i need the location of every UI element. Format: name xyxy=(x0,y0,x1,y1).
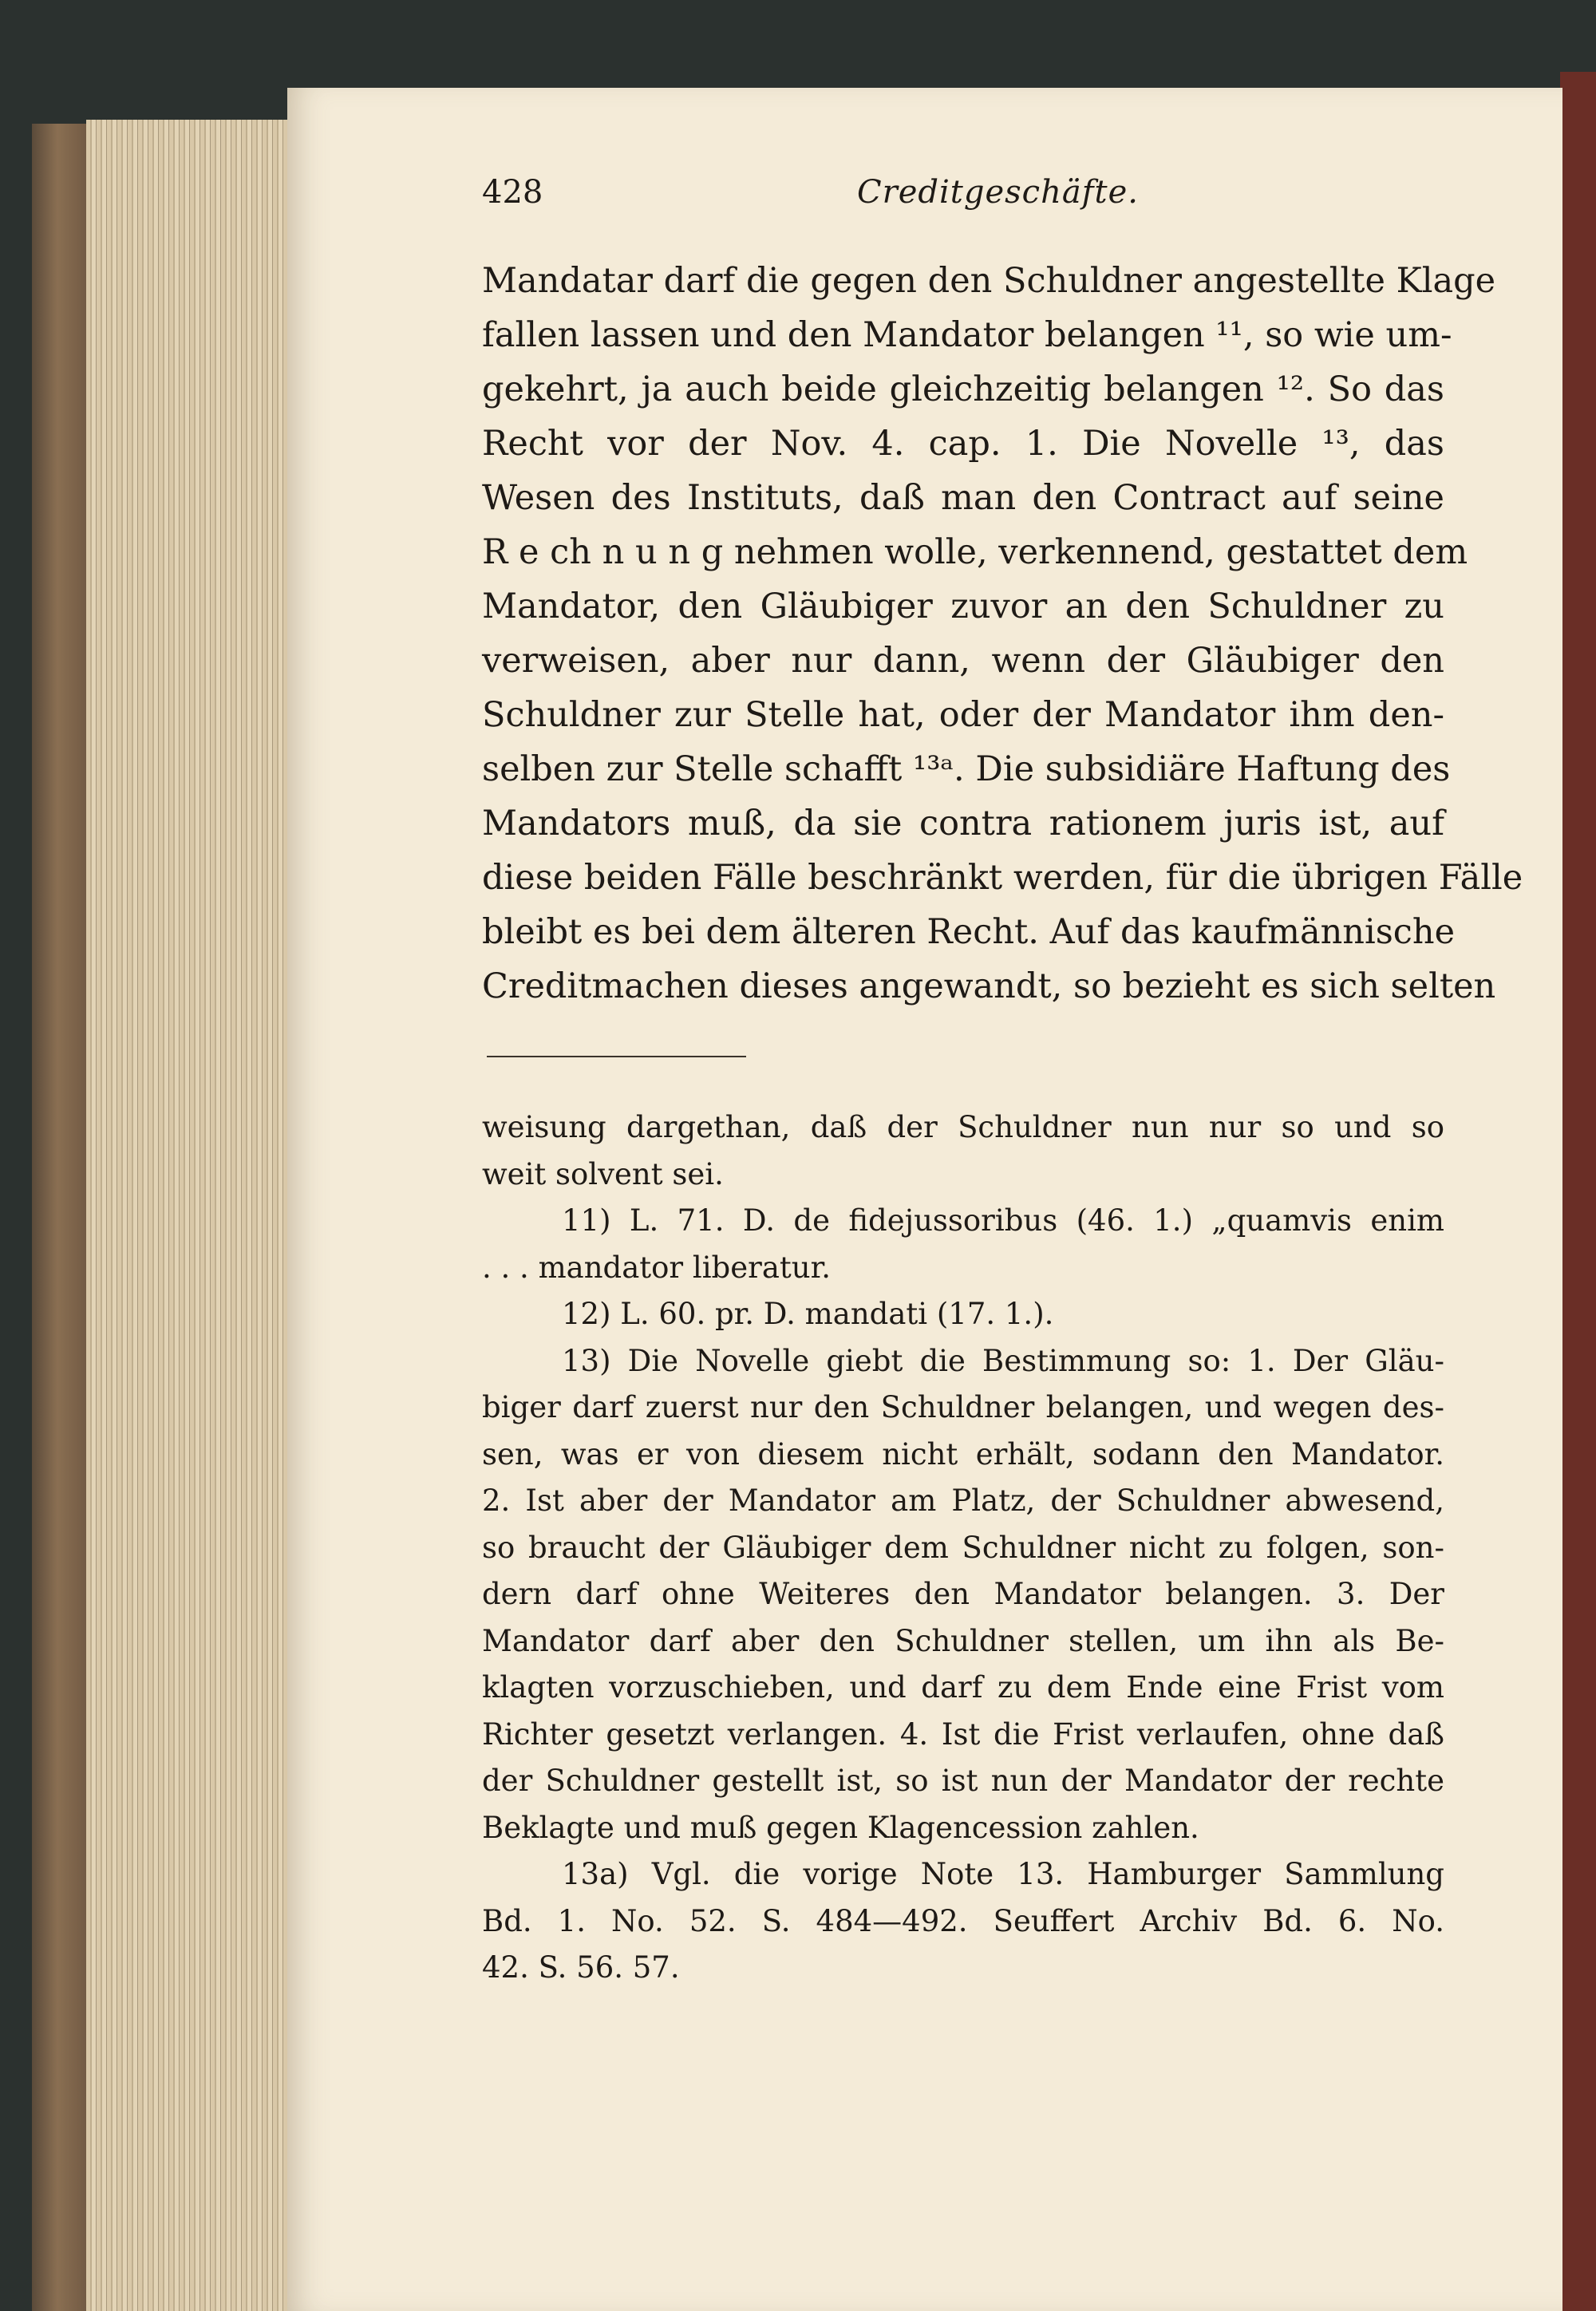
footnote-line: weisung dargethan, daß der Schuldner nun nur so und so xyxy=(482,1110,1444,1144)
main-text xyxy=(482,254,1523,1013)
footnote-line: dern darf ohne Weiteres den Mandator belangen. 3. Der xyxy=(482,1577,1444,1611)
text-line: Schuldner zur Stelle hat, oder der Mandator ihm den- xyxy=(482,695,1444,735)
footnote-line: sen, was er von diesem nicht erhält, sodann den Mandator. xyxy=(482,1436,1444,1472)
footnote-line: . . . mandator liberatur. xyxy=(482,1250,831,1285)
text-line: fallen lassen und den Mandator belangen ¹¹, so wie um- xyxy=(482,315,1452,355)
footnote-line: so braucht der Gläubiger dem Schuldner nicht zu folgen, son- xyxy=(482,1530,1444,1565)
text-line: Mandatar darf die gegen den Schuldner angestellte Klage xyxy=(482,261,1496,301)
text-line: bleibt es bei dem älteren Recht. Auf das kaufmännische xyxy=(482,912,1456,952)
text-line: selben zur Stelle schafft ¹³ᵃ. Die subsidiäre Haftung des xyxy=(482,749,1451,789)
text-line: verweisen, aber nur dann, wenn der Gläubiger den xyxy=(482,641,1444,681)
footnote-11: 11) L. 71. D. de fidejussoribus (46. 1.) „quamvis enim xyxy=(562,1203,1444,1238)
footnote-line: 2. Ist aber der Mandator am Platz, der Schuldner abwesend, xyxy=(482,1483,1444,1518)
running-title: Creditgeschäfte. xyxy=(857,174,1139,211)
footnote-line: Richter gesetzt verlangen. 4. Ist die Frist verlaufen, ohne daß xyxy=(482,1716,1444,1752)
page-number: 428 xyxy=(482,174,543,211)
text-line: diese beiden Fälle beschränkt werden, für die übrigen Fälle xyxy=(482,858,1523,898)
running-header xyxy=(482,174,1444,219)
footnote-line: Mandator darf aber den Schuldner stellen, um ihn als Be- xyxy=(482,1623,1444,1658)
text-line: Mandators muß, da sie contra rationem juris ist, auf xyxy=(482,804,1444,843)
footnotes xyxy=(482,1104,1444,1992)
footnote-line: weit solvent sei. xyxy=(482,1156,724,1191)
footnote-line: Bd. 1. No. 52. S. 484—492. Seuffert Archiv Bd. 6. No. xyxy=(482,1903,1444,1938)
footnote-line: der Schuldner gestellt ist, so ist nun der Mandator der rechte xyxy=(482,1764,1444,1798)
text-line: R e ch n u n g nehmen wolle, verkennend, gestattet dem xyxy=(482,532,1468,572)
footnote-13: 13) Die Novelle giebt die Bestimmung so: 1. Der Gläu- xyxy=(562,1343,1444,1378)
text-line: Creditmachen dieses angewandt, so bezieht es sich selten xyxy=(482,966,1496,1006)
text-line: Recht vor der Nov. 4. cap. 1. Die Novelle ¹³, das xyxy=(482,424,1444,464)
text-line: Mandator, den Gläubiger zuvor an den Schuldner zu xyxy=(482,587,1444,626)
page-edges xyxy=(86,120,290,2311)
footnote-line: klagten vorzuschieben, und darf zu dem Ende eine Frist vom xyxy=(482,1670,1444,1705)
text-line: gekehrt, ja auch beide gleichzeitig belangen ¹². So das xyxy=(482,369,1444,409)
footnote-12: 12) L. 60. pr. D. mandati (17. 1.). xyxy=(562,1297,1054,1331)
text-line: Wesen des Instituts, daß man den Contract auf seine xyxy=(482,478,1444,518)
footnote-line: 42. S. 56. 57. xyxy=(482,1950,680,1985)
binding-edge xyxy=(1560,72,1596,2311)
footnote-separator xyxy=(487,1056,746,1057)
footnote-13a: 13a) Vgl. die vorige Note 13. Hamburger Sammlung xyxy=(562,1857,1444,1891)
footnote-line: biger darf zuerst nur den Schuldner belangen, und wegen des- xyxy=(482,1390,1444,1424)
footnote-line: Beklagte und muß gegen Klagencession zahlen. xyxy=(482,1810,1199,1845)
